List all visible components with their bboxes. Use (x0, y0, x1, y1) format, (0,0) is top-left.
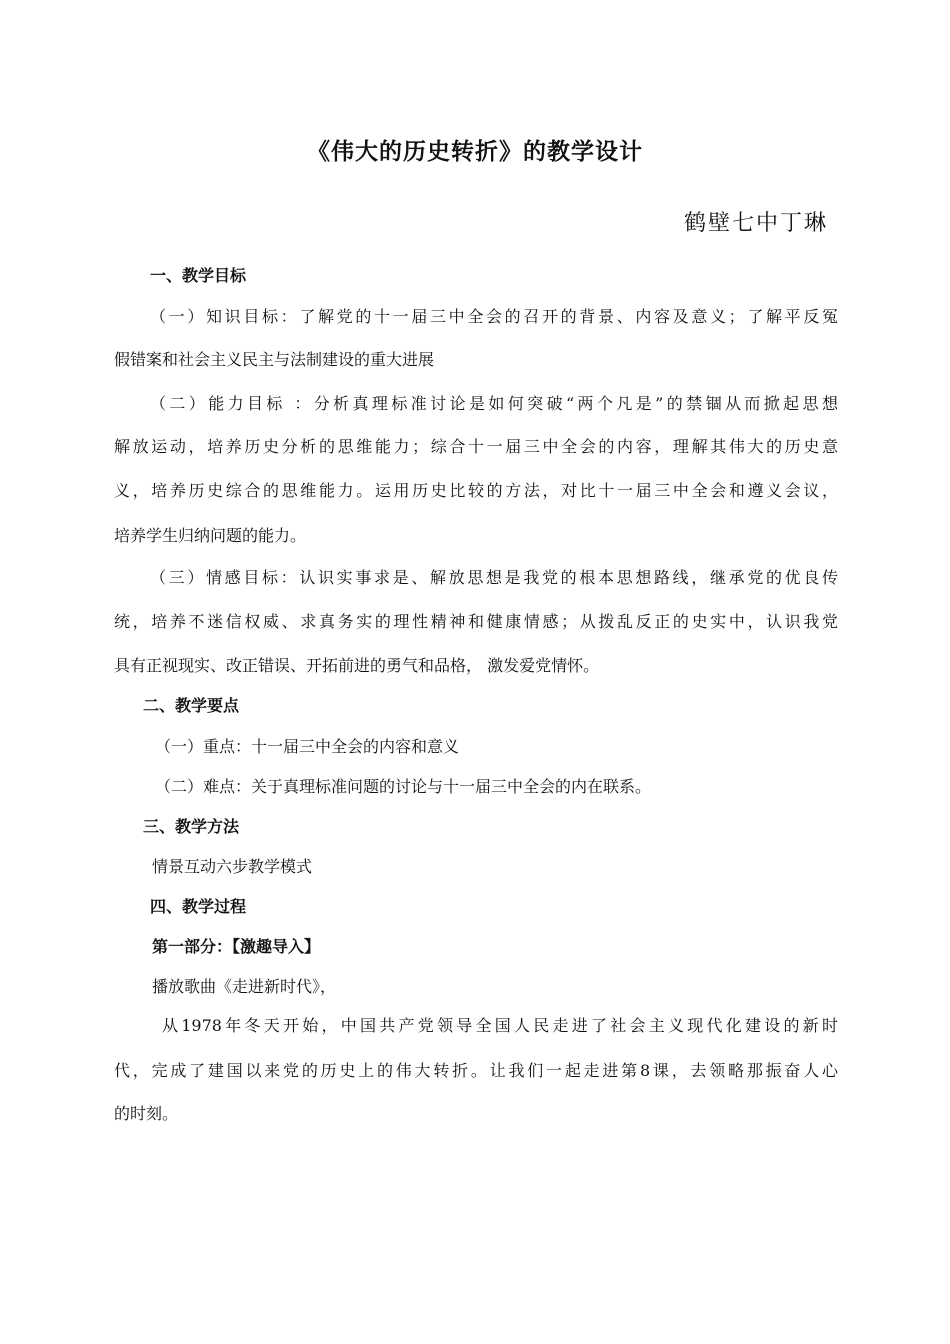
document-author: 鹤壁七中丁琳 (683, 211, 828, 236)
section-heading-methods: 三、教学方法 (143, 817, 240, 836)
section-heading-process: 四、教学过程 (150, 897, 247, 916)
paragraph-line: （三）情感目标：认识实事求是、解放思想是我党的根本思想路线，继承党的优良传 (150, 568, 838, 587)
paragraph-line: 从1978年冬天开始，中国共产党领导全国人民走进了社会主义现代化建设的新时 (162, 1016, 838, 1035)
paragraph-line: （一）知识目标：了解党的十一届三中全会的召开的背景、内容及意义；了解平反冤 (150, 307, 838, 326)
paragraph-line: （二）难点：关于真理标准问题的讨论与十一届三中全会的内在联系。 (155, 777, 652, 796)
paragraph-line: 解放运动，培养历史分析的思维能力；综合十一届三中全会的内容，理解其伟大的历史意 (114, 437, 838, 456)
section-heading-key-points: 二、教学要点 (143, 696, 240, 715)
paragraph-line: 培养学生归纳问题的能力。 (114, 526, 307, 545)
paragraph-line: 假错案和社会主义民主与法制建设的重大进展 (114, 350, 435, 369)
part-heading: 第一部分：【激趣导入】 (152, 937, 321, 956)
paragraph-line: 统，培养不迷信权威、求真务实的理性精神和健康情感；从拨乱反正的史实中，认识我党 (114, 612, 838, 631)
document-title: 《伟大的历史转折》的教学设计 (307, 138, 643, 165)
paragraph-line: 义，培养历史综合的思维能力。运用历史比较的方法，对比十一届三中全会和遵义会议， (114, 481, 838, 500)
paragraph-line: 播放歌曲《走进新时代》， (152, 977, 337, 996)
paragraph-line: 代，完成了建国以来党的历史上的伟大转折。让我们一起走进第8课，去领略那振奋人心 (114, 1061, 838, 1080)
paragraph-line: 的时刻。 (114, 1104, 179, 1123)
paragraph-line: （二）能力目标 ：分析真理标准讨论是如何突破“两个凡是”的禁锢从而掀起思想 (150, 394, 838, 413)
section-heading-goals: 一、教学目标 (150, 266, 247, 285)
paragraph-line: 具有正视现实、改正错误、开拓前进的勇气和品格， 激发爱党情怀。 (114, 656, 600, 675)
paragraph-line: （一）重点：十一届三中全会的内容和意义 (155, 737, 460, 756)
paragraph-line: 情景互动六步教学模式 (152, 857, 313, 876)
